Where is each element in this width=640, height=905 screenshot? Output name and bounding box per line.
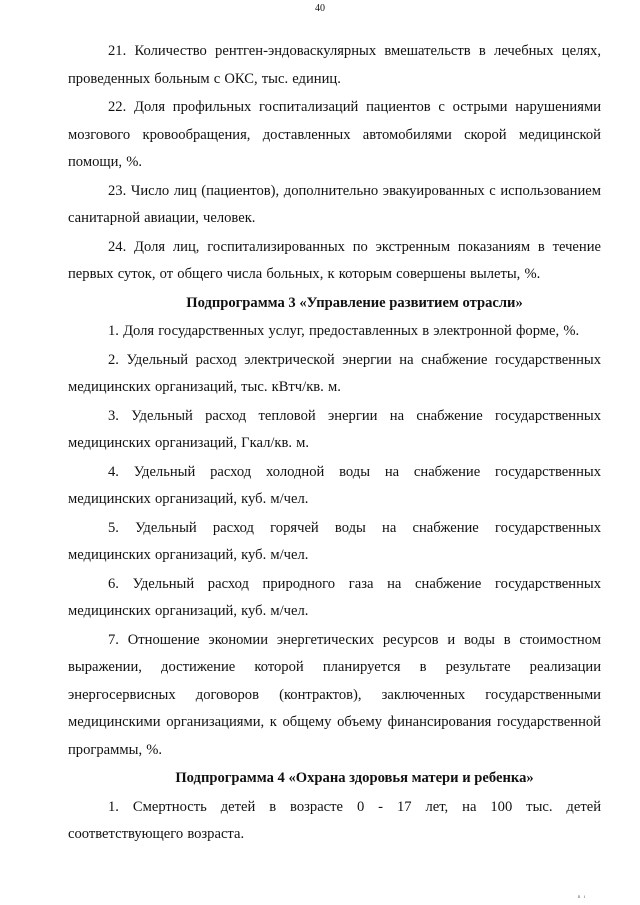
page-number: 40 xyxy=(315,3,325,14)
list-item: 4. Удельный расход холодной воды на снабжение государственных медицинских организаций, куб. м/чел. xyxy=(68,463,601,507)
list-item: 21. Количество рентген-эндоваскулярных вмешательств в лечебных целях, проведенных больным с ОКС, тыс. единиц. xyxy=(68,43,601,87)
list-item: 23. Число лиц (пациентов), дополнительно эвакуированных с использованием санитарной авиации, человек. xyxy=(68,182,601,226)
document-body xyxy=(68,38,601,850)
subprogram-4-heading: Подпрограмма 4 «Охрана здоровья матери и ребенка» xyxy=(175,770,534,786)
list-item: 1. Смертность детей в возрасте 0 - 17 лет, на 100 тыс. детей соответствующего возраста. xyxy=(68,798,601,842)
subprogram-3-heading: Подпрограмма 3 «Управление развитием отрасли» xyxy=(186,294,523,311)
list-item: 7. Отношение экономии энергетических ресурсов и воды в стоимостном выражении, достижение которой планируется в результате реализации энергосервисных договоров (контрактов), заключенных государственными медицинскими организациями, к общему объему финансирования государственной программы, %. xyxy=(68,631,601,758)
corner-mark: n ı xyxy=(577,895,586,900)
list-item: 5. Удельный расход горячей воды на снабжение государственных медицинских организаций, куб. м/чел. xyxy=(68,519,601,563)
list-item: 24. Доля лиц, госпитализированных по экстренным показаниям в течение первых суток, от общего числа больных, к которым совершены вылеты, %. xyxy=(68,238,601,282)
list-item: 1. Доля государственных услуг, предоставленных в электронной форме, %. xyxy=(108,323,580,339)
list-item: 3. Удельный расход тепловой энергии на снабжение государственных медицинских организаций, Гкал/кв. м. xyxy=(68,407,601,451)
list-item: 22. Доля профильных госпитализаций пациентов с острыми нарушениями мозгового кровообращения, доставленных автомобилями скорой медицинской помощи, %. xyxy=(68,99,601,170)
list-item: 6. Удельный расход природного газа на снабжение государственных медицинских организаций, куб. м/чел. xyxy=(68,575,601,619)
list-item: 2. Удельный расход электрической энергии на снабжение государственных медицинских организаций, тыс. кВтч/кв. м. xyxy=(68,351,601,395)
